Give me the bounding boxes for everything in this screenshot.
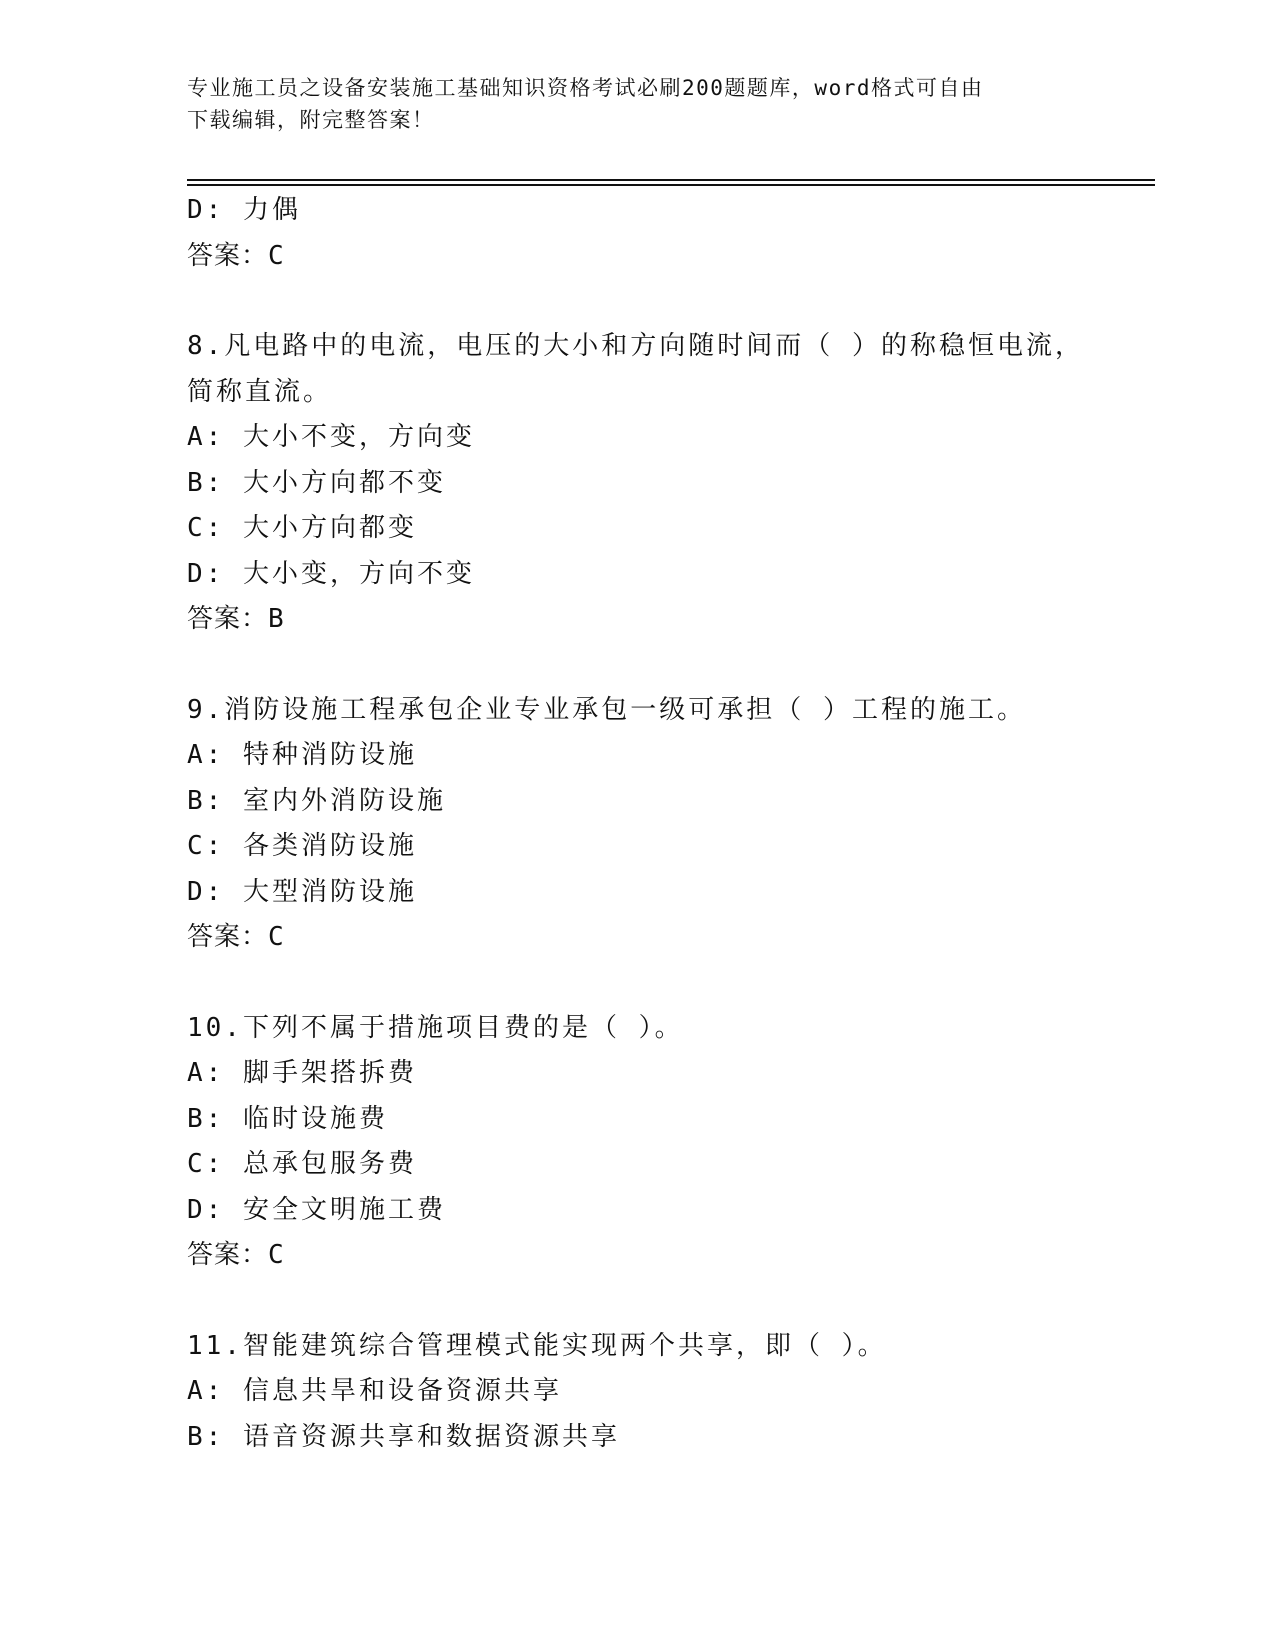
question-stem: 8.凡电路中的电流，电压的大小和方向随时间而（ ）的称稳恒电流， <box>187 331 1084 361</box>
option-c: C: 大小方向都变 <box>187 513 417 543</box>
answer: 答案：B <box>187 604 285 634</box>
question-11 <box>187 1324 1087 1461</box>
question-10 <box>187 1006 1087 1279</box>
option-b: B: 大小方向都不变 <box>187 467 446 498</box>
option-d: D: 安全文明施工费 <box>187 1194 446 1225</box>
answer: 答案：C <box>187 922 285 952</box>
option-c: C: 总承包服务费 <box>187 1149 417 1179</box>
spacer <box>187 961 1087 1006</box>
question-stem-continued: 简称直流。 <box>187 376 333 407</box>
option-d: D: 力偶 <box>187 195 301 225</box>
question-stem: 11.智能建筑综合管理模式能实现两个共享，即（ ）。 <box>187 1330 887 1361</box>
option-a: A: 大小不变，方向变 <box>187 422 475 452</box>
question-7-tail <box>187 188 1087 279</box>
option-b: B: 语音资源共享和数据资源共享 <box>187 1421 620 1452</box>
option-a: A: 脚手架搭拆费 <box>187 1058 417 1088</box>
option-c: C: 各类消防设施 <box>187 831 417 861</box>
spacer <box>187 1279 1087 1324</box>
answer: 答案：C <box>187 240 285 271</box>
question-stem: 9.消防设施工程承包企业专业承包一级可承担（ ）工程的施工。 <box>187 694 1026 725</box>
answer: 答案：C <box>187 1240 285 1270</box>
spacer <box>187 643 1087 688</box>
spacer <box>187 279 1087 324</box>
option-b: B: 室内外消防设施 <box>187 785 446 816</box>
option-d: D: 大小变，方向不变 <box>187 558 475 589</box>
question-list <box>187 188 1087 1460</box>
question-9 <box>187 688 1087 961</box>
header-line-2: 下载编辑，附完整答案！ <box>187 108 435 132</box>
option-a: A: 信息共旱和设备资源共享 <box>187 1376 562 1406</box>
option-a: A: 特种消防设施 <box>187 740 417 770</box>
header-rule-top <box>187 179 1155 181</box>
question-stem: 10.下列不属于措施项目费的是（ ）。 <box>187 1012 684 1043</box>
header-rule-bottom <box>187 184 1155 186</box>
option-d: D: 大型消防设施 <box>187 876 417 907</box>
option-b: B: 临时设施费 <box>187 1103 388 1134</box>
question-8 <box>187 324 1087 643</box>
document-header <box>187 72 1087 136</box>
header-line-1: 专业施工员之设备安装施工基础知识资格考试必刷200题题库，word格式可自由 <box>187 76 984 100</box>
